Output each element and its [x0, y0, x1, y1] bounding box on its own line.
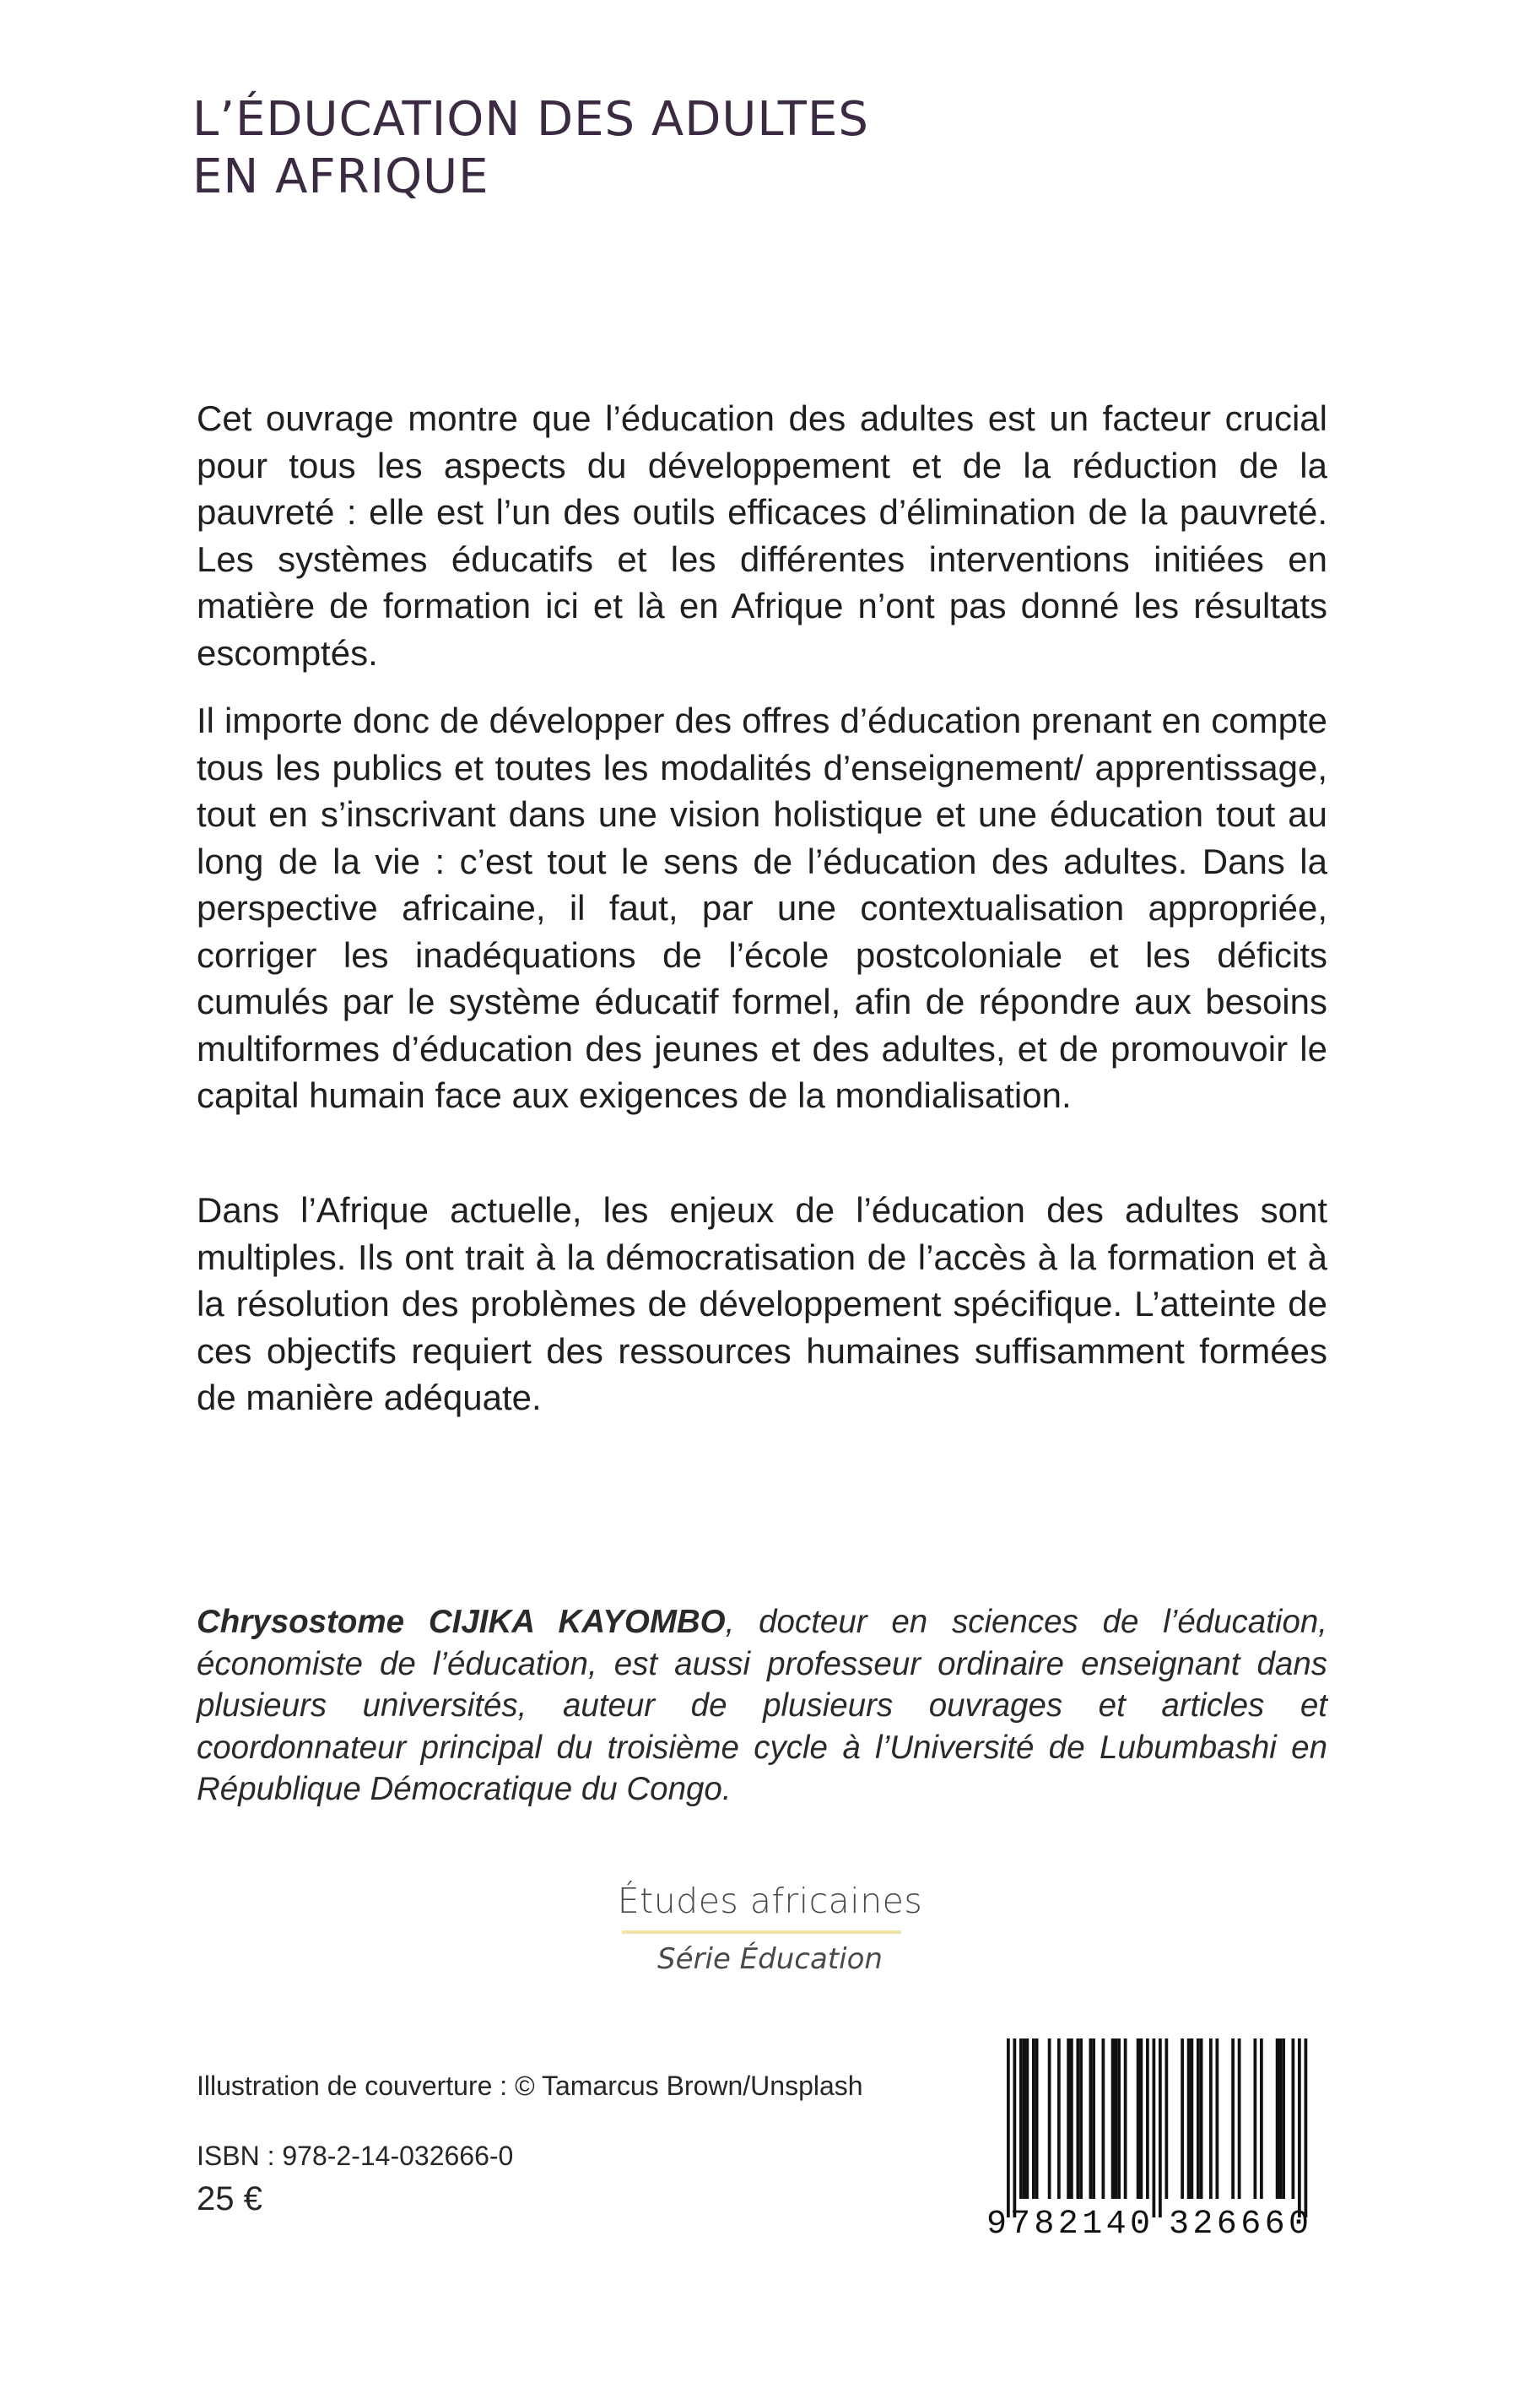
barcode-bar: [1013, 2038, 1017, 2217]
summary-paragraph-3: Dans l’Afrique actuelle, les enjeux de l’éducation des adultes sont multiples. Ils ont trait à la démocratisation de l’accès à la formation et à la résolution des problèmes de développement spécifique. L’atteinte de ces objectifs requiert des ressources humaines suffisamment formées de manière adéquate.: [197, 1190, 1327, 1417]
barcode-bar: [1102, 2038, 1105, 2199]
barcode-bar: [1187, 2038, 1191, 2199]
barcode-bar: [1165, 2038, 1169, 2199]
barcode-bar: [1137, 2038, 1140, 2199]
barcode-bar: [1209, 2038, 1213, 2199]
summary-paragraph-1: Cet ouvrage montre que l’éducation des adultes est un facteur crucial pour tous les aspects du développement et de la réduction de la pauvreté : elle est l’un des outils efficaces d’élimination de la pauvreté. Les systèmes éducatifs et les différentes interventions initiées en matière de formation ici et là en Afrique n’ont pas donné les résultats escomptés.: [197, 398, 1327, 673]
author-bio: [197, 1601, 1327, 1811]
barcode-bar: [1140, 2038, 1143, 2199]
author-name: Chrysostome CIJIKA KAYOMBO: [197, 1604, 726, 1640]
barcode-bar: [1146, 2038, 1149, 2199]
barcode-digit-first: 9: [986, 2206, 1008, 2237]
barcode-bar: [1200, 2038, 1203, 2199]
barcode-bar: [1070, 2038, 1073, 2199]
barcode-bar: [1279, 2038, 1283, 2199]
barcode-bar: [1111, 2038, 1115, 2199]
barcode-bar: [1079, 2038, 1083, 2199]
barcode-bar: [1191, 2038, 1194, 2199]
barcode-bar: [1115, 2038, 1118, 2199]
barcode-bar: [1089, 2038, 1093, 2199]
barcode-bar: [1282, 2038, 1285, 2199]
barcode-digits-left: 782140: [1010, 2206, 1150, 2237]
barcode-bar: [1035, 2038, 1039, 2199]
barcode-bar: [1032, 2038, 1035, 2199]
barcode-bar: [1124, 2038, 1127, 2199]
barcode-bar: [1260, 2038, 1263, 2199]
barcode-bar: [1216, 2038, 1219, 2199]
barcode-bar: [1197, 2038, 1200, 2199]
series-subtitle: Série Éducation: [657, 1942, 883, 1976]
series-name: Études africaines: [617, 1881, 923, 1921]
barcode-bar: [1048, 2038, 1051, 2199]
price: 25 €: [197, 2180, 262, 2217]
barcode-bar: [1159, 2038, 1162, 2217]
barcode-bar: [1067, 2038, 1070, 2199]
barcode-bars: [1007, 2038, 1307, 2217]
barcode-bar: [1117, 2038, 1121, 2199]
summary-paragraph-2: Il importe donc de développer des offres d’éducation prenant en compte tous les publics et toutes les modalités d’enseignement/ apprentissage, tout en s’inscrivant dans une vision holistique et une éducation tout au long de la vie : c’est tout le sens de l’éducation des adultes. Dans la perspective africaine, il faut, par une contextualisation appropriée, corriger les inadéquations de l’école postcoloniale et les déficits cumulés par le système éducatif formel, afin de répondre aux besoins multiformes d’éducation des jeunes et des adultes, et de promouvoir le capital humain face aux exigences de la mondialisation.: [197, 701, 1327, 1115]
barcode-bar: [1238, 2038, 1241, 2199]
cover-credit: Illustration de couverture : © Tamarcus Brown/Unsplash: [197, 2071, 863, 2101]
barcode-bar: [1077, 2038, 1080, 2199]
barcode-bar: [1292, 2038, 1295, 2199]
barcode-bar: [1276, 2038, 1279, 2199]
barcode-bar: [1023, 2038, 1026, 2199]
barcode-bar: [1254, 2038, 1257, 2199]
barcode-bar: [1153, 2038, 1156, 2217]
barcode-bar: [1007, 2038, 1010, 2217]
book-title-line-1: L’ÉDUCATION DES ADULTES: [192, 92, 869, 147]
barcode-bar: [1092, 2038, 1095, 2199]
barcode-bar: [1181, 2038, 1184, 2199]
book-title-line-2: EN AFRIQUE: [192, 149, 489, 204]
barcode-bar: [1305, 2038, 1308, 2217]
barcode-bar: [1231, 2038, 1235, 2199]
isbn: ISBN : 978-2-14-032666-0: [197, 2141, 514, 2171]
barcode-bar: [1298, 2038, 1301, 2217]
barcode-bar: [1057, 2038, 1061, 2199]
barcode-bar: [1026, 2038, 1029, 2199]
barcode-digits-right: 326660: [1169, 2206, 1309, 2237]
series-rule: [622, 1930, 901, 1934]
barcode-bar: [1019, 2038, 1023, 2199]
barcode: [983, 2038, 1331, 2237]
author-bio-text: , docteur en sciences de l’éducation, économiste de l’éducation, est aussi professeur ordinaire enseignant dans plusieurs universités, auteur de plusieurs ouvrages et articles et coordonnateur principal du troisième cycle à l’Université de Lubumbashi en République Démocratique du Congo.: [197, 1604, 1327, 1807]
book-title: [192, 91, 1289, 206]
